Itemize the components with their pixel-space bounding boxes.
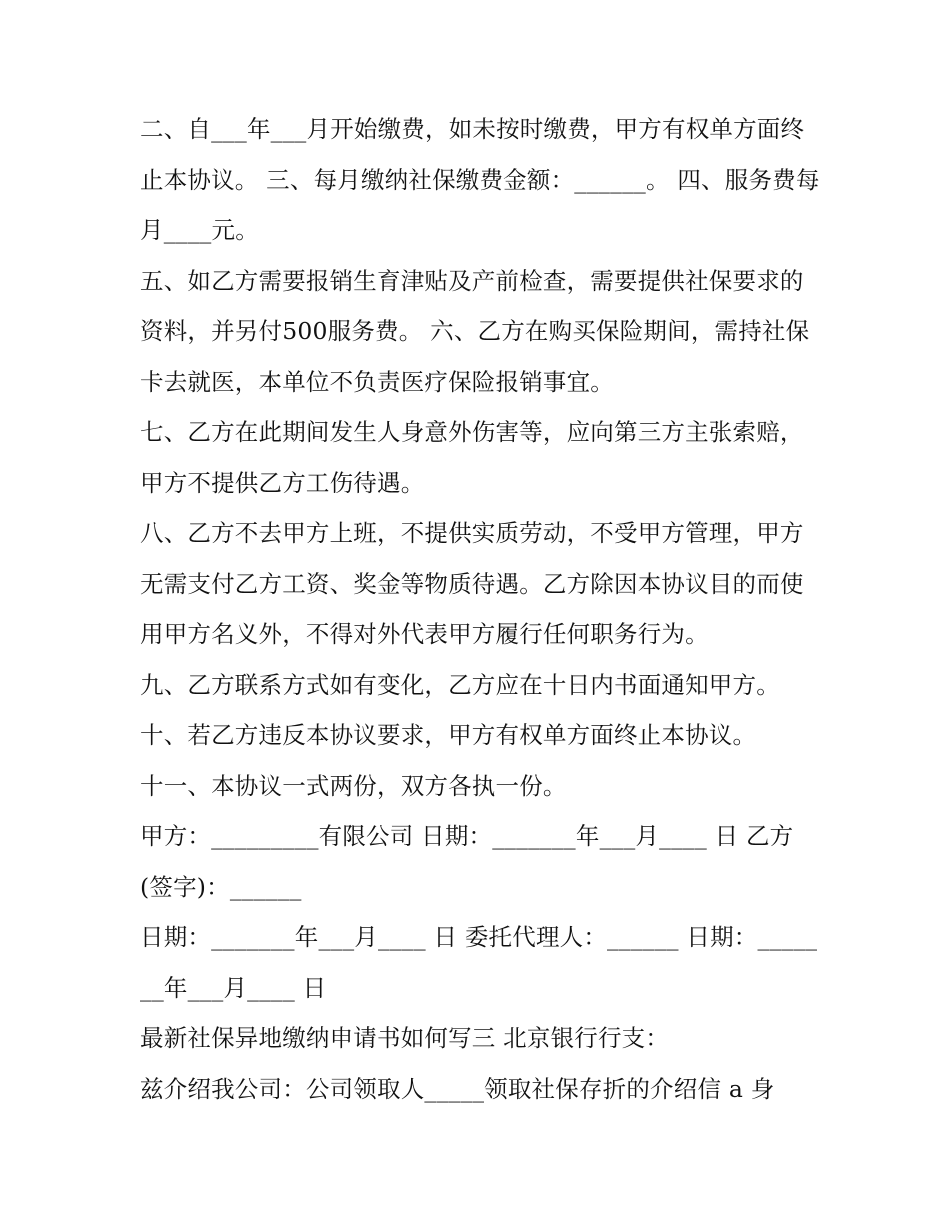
section-heading: 最新社保异地缴纳申请书如何写三 北京银行行支：: [140, 1024, 670, 1052]
clause-9: 九、乙方联系方式如有变化，乙方应在十日内书面通知甲方。: [140, 670, 780, 699]
document-page: [140, 104, 820, 1114]
clause-5-6: 五、如乙方需要报销生育津贴及产前检查，需要提供社保要求的资料，并另付500服务费。 六、乙方在购买保险期间，需持社保卡去就医，本单位不负责医疗保险报销事宜。: [140, 266, 810, 396]
clause-10: 十、若乙方违反本协议要求，甲方有权单方面终止本协议。: [140, 721, 757, 749]
clause-11: 十一、本协议一式两份，双方各执一份。: [140, 771, 567, 800]
clause-8: 八、乙方不去甲方上班，不提供实质劳动，不受甲方管理，甲方无需支付乙方工资、奖金等物质待遇。乙方除因本协议目的而使用甲方名义外，不得对外代表甲方履行任何职务行为。: [140, 519, 804, 648]
party-a-signature-line: 甲方：_________有限公司 日期：_______年___月____ 日 乙方(签字)：______: [140, 822, 794, 901]
clause-7: 七、乙方在此期间发生人身意外伤害等，应向第三方主张索赔，甲方不提供乙方工伤待遇。: [140, 418, 804, 497]
introduction-line: 兹介绍我公司：公司领取人_____领取社保存折的介绍信 a 身: [140, 1074, 775, 1103]
date-agent-line: 日期：_______年___月____ 日 委托代理人：______ 日期：_______年___月____ 日: [140, 923, 818, 1002]
clause-2-3-4: 二、自___年___月开始缴费，如未按时缴费，甲方有权单方面终止本协议。 三、每月缴纳社保缴费金额：______。 四、服务费每月____元。: [140, 115, 820, 244]
